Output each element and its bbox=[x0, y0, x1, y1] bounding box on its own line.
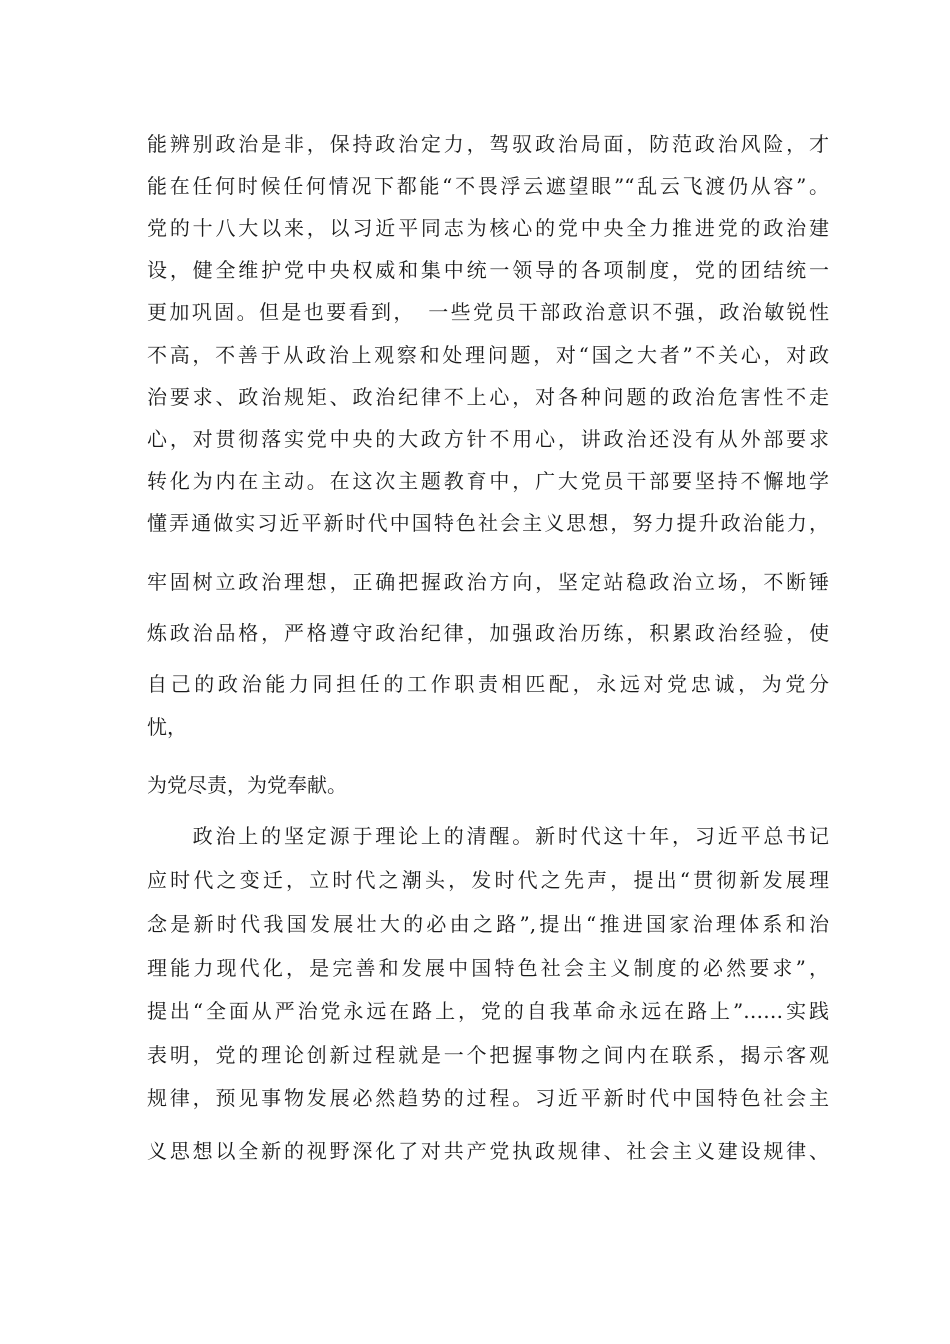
text-line: 忧， bbox=[147, 715, 187, 739]
text-line: 理能力现代化，是完善和发展中国特色社会主义制度的必然要求”， bbox=[147, 956, 829, 980]
text-line: 懂弄通做实习近平新时代中国特色社会主义思想，努力提升政治能力， bbox=[147, 511, 829, 535]
text-line: 转化为内在主动。在这次主题教育中，广大党员干部要坚持不懈地学 bbox=[147, 469, 829, 493]
text-line: 设，健全维护党中央权威和集中统一领导的各项制度，党的团结统一 bbox=[147, 258, 829, 282]
text-line: 能在任何时候任何情况下都能“不畏浮云遮望眼”“乱云飞渡仍从容”。 bbox=[147, 174, 829, 198]
text-line: 自己的政治能力同担任的工作职责相匹配，永远对党忠诚，为党分 bbox=[147, 672, 829, 696]
text-line: 心，对贯彻落实党中央的大政方针不用心，讲政治还没有从外部要求 bbox=[147, 427, 829, 451]
text-line: 能辨别政治是非，保持政治定力，驾驭政治局面，防范政治风险，才 bbox=[147, 132, 829, 156]
text-line: 念是新时代我国发展壮大的必由之路”,提出“推进国家治理体系和治 bbox=[147, 912, 829, 936]
text-line: 治要求、政治规矩、政治纪律不上心，对各种问题的政治危害性不走 bbox=[147, 385, 829, 409]
text-line: 不高，不善于从政治上观察和处理问题，对“国之大者”不关心，对政 bbox=[147, 343, 829, 367]
text-line: 表明，党的理论创新过程就是一个把握事物之间内在联系，揭示客观 bbox=[147, 1043, 829, 1067]
text-line: 应时代之变迁，立时代之潮头，发时代之先声，提出“贯彻新发展理 bbox=[147, 868, 829, 892]
text-line: 政治上的坚定源于理论上的清醒。新时代这十年，习近平总书记 bbox=[147, 824, 829, 848]
text-line: 义思想以全新的视野深化了对共产党执政规律、社会主义建设规律、 bbox=[147, 1139, 829, 1163]
text-line: 炼政治品格，严格遵守政治纪律，加强政治历练，积累政治经验，使 bbox=[147, 621, 829, 645]
text-line: 更加巩固。但是也要看到， 一些党员干部政治意识不强，政治敏锐性 bbox=[147, 300, 829, 324]
text-line: 为党尽责，为党奉献。 bbox=[147, 773, 347, 797]
text-line: 党的十八大以来，以习近平同志为核心的党中央全力推进党的政治建 bbox=[147, 216, 829, 240]
text-line: 牢固树立政治理想，正确把握政治方向，坚定站稳政治立场，不断锤 bbox=[147, 570, 829, 594]
text-line: 规律，预见事物发展必然趋势的过程。习近平新时代中国特色社会主 bbox=[147, 1086, 829, 1110]
text-line: 提出“全面从严治党永远在路上，党的自我革命永远在路上”……实践 bbox=[147, 999, 829, 1023]
